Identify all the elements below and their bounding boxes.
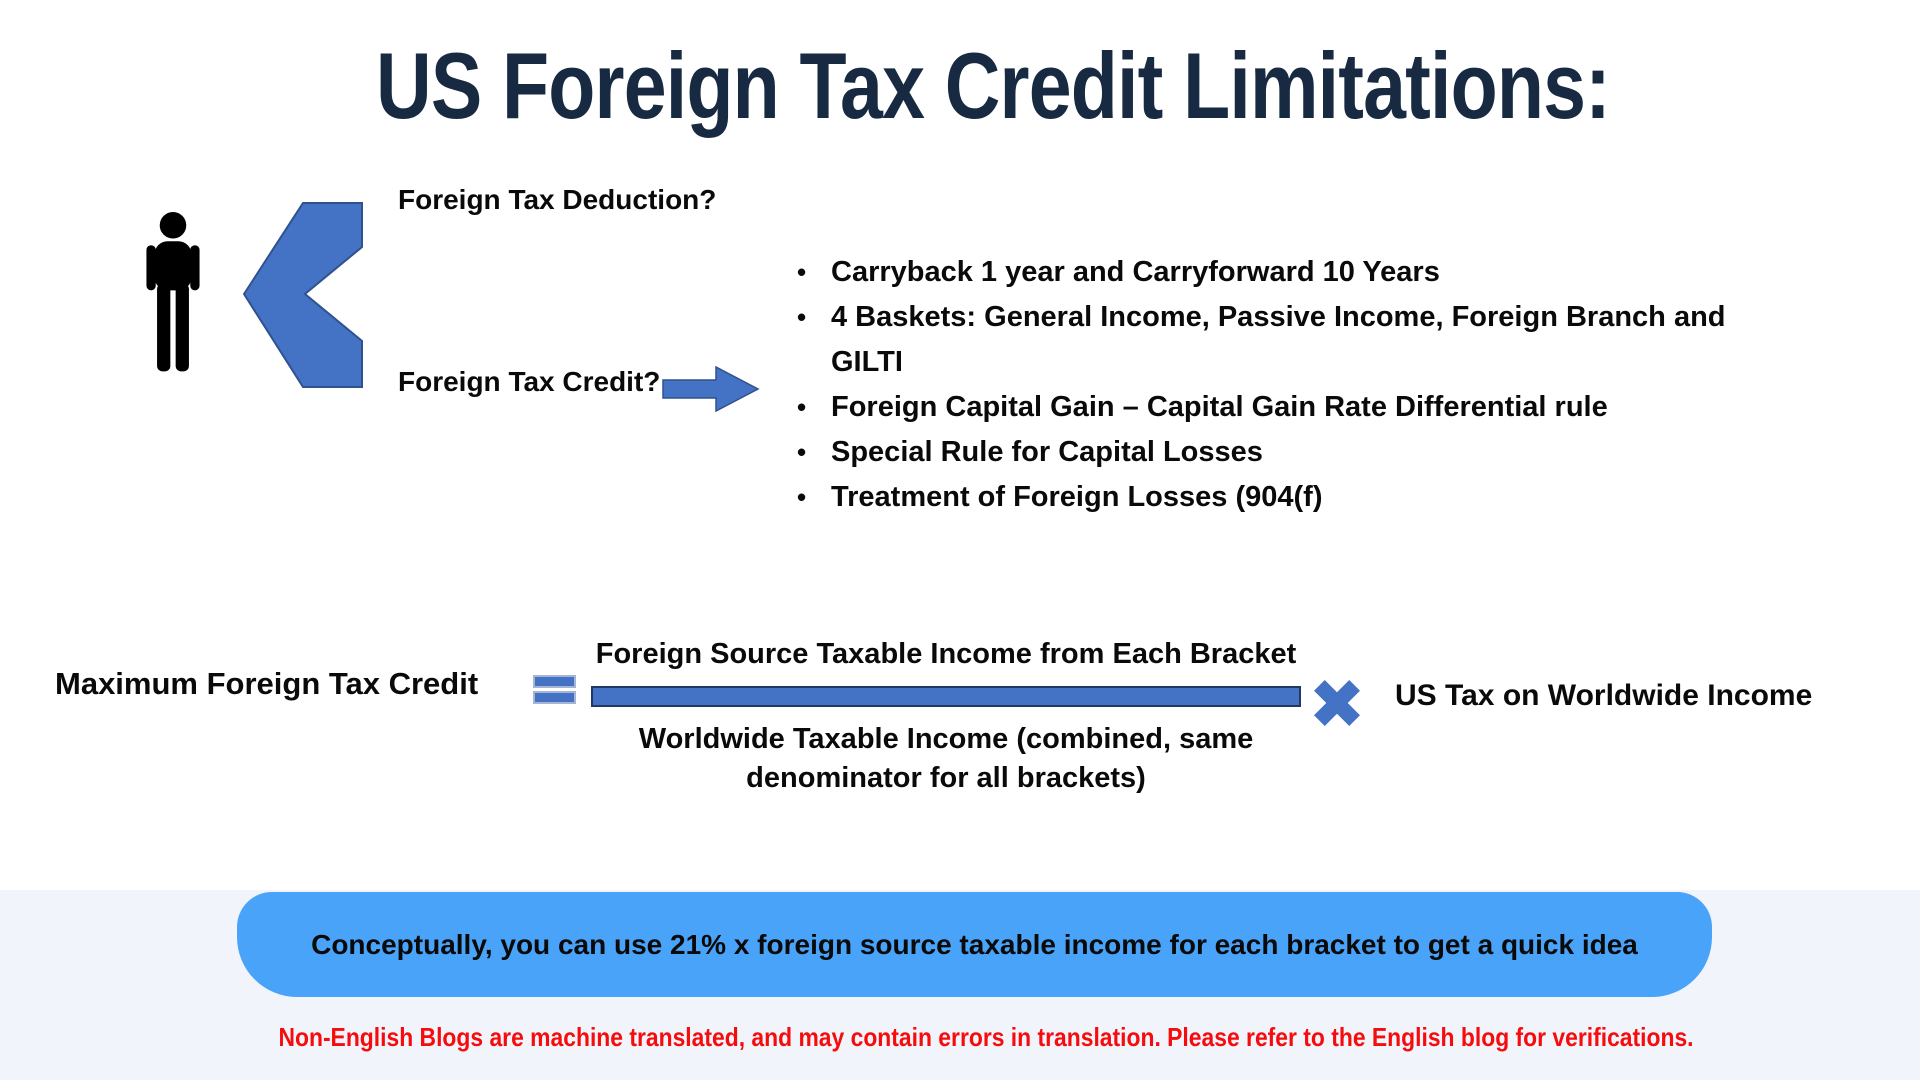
list-item [795,475,1761,520]
list-item [795,250,1761,295]
branch-arrow-icon [243,202,363,388]
list-item [795,385,1761,430]
bullet-icon: • [797,302,807,332]
list-item-text: Special Rule for Capital Losses [831,436,1263,468]
equals-icon [533,675,576,707]
formula-rhs-label: US Tax on Worldwide Income [1395,679,1813,712]
page-title: US Foreign Tax Credit Limitations: [375,33,1611,138]
callout-box [237,892,1712,997]
list-item-text: Carryback 1 year and Carryforward 10 Years [831,256,1440,288]
list-item [795,295,1761,385]
foreign-tax-deduction-label: Foreign Tax Deduction? [398,184,717,215]
credit-details-list [795,250,1745,520]
list-item-text: Foreign Capital Gain – Capital Gain Rate Differential rule [831,391,1608,423]
callout-text: Conceptually, you can use 21% x foreign source taxable income for each bracket to get a quick idea [311,928,1638,960]
list-item-text: 4 Baskets: General Income, Passive Income, Foreign Branch and GILTI [831,301,1726,378]
bullet-icon: • [797,482,807,512]
foreign-tax-credit-label: Foreign Tax Credit? [398,366,661,397]
list-item-text: Treatment of Foreign Losses (904(f) [831,481,1323,513]
bullet-icon: • [797,392,807,422]
formula-denominator-label: Worldwide Taxable Income (combined, same denominator for all brackets) [638,723,1254,794]
multiply-icon [1311,677,1363,729]
bullet-icon: • [797,437,807,467]
bullet-icon: • [797,257,807,287]
fraction-bar [591,686,1301,707]
formula-lhs-label: Maximum Foreign Tax Credit [55,666,479,701]
list-item [795,430,1761,475]
right-arrow-icon [662,366,760,412]
formula-numerator-label: Foreign Source Taxable Income from Each Bracket [595,638,1297,670]
person-icon [134,212,212,374]
translation-disclaimer: Non-English Blogs are machine translated, and may contain errors in translation. Please refer to the English blog for verifications. [278,1022,1694,1052]
